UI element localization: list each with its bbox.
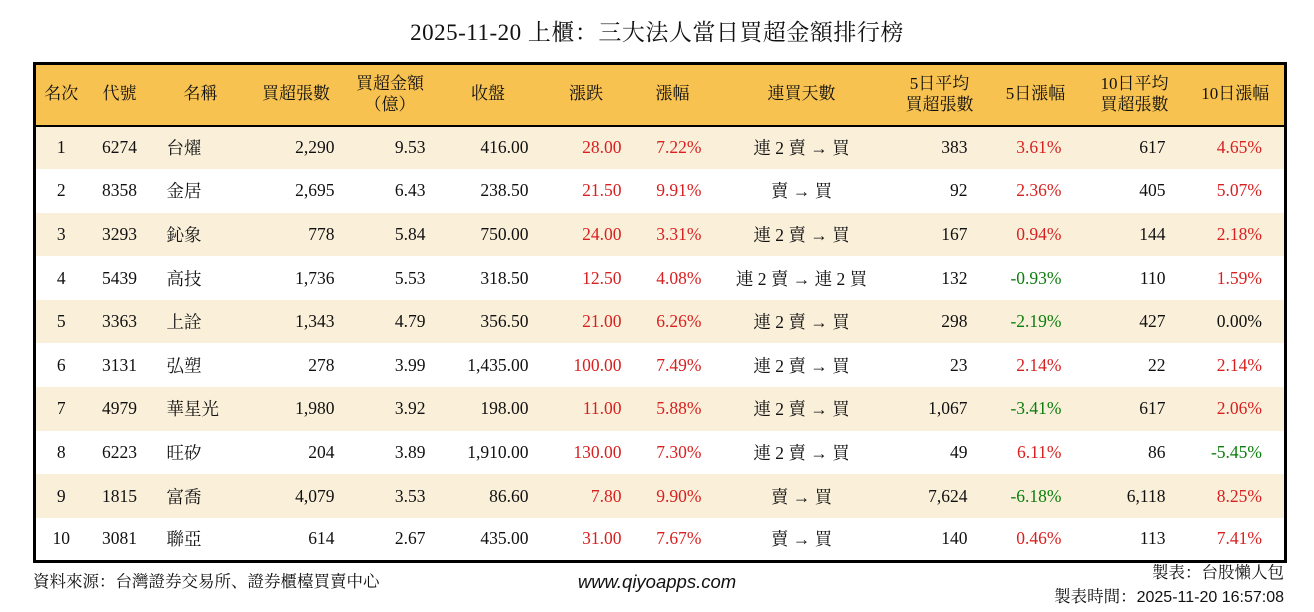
- cell-net-buy-volume: 278: [308, 354, 335, 375]
- cell-code: 5439: [102, 267, 137, 288]
- cell-change: 7.80: [590, 485, 622, 506]
- maker-note: 製表：台股懶人包: [1152, 563, 1284, 582]
- cell-net-buy-amount: 6.43: [394, 180, 426, 201]
- cell-change-pct: 7.22%: [656, 137, 702, 158]
- table-row: [35, 300, 1286, 344]
- cell-avg10-volume: 86: [1148, 441, 1166, 462]
- cell-rank: 9: [56, 485, 66, 506]
- cell-pct5: -2.19%: [1010, 311, 1062, 332]
- cell-streak: 賣 → 買: [770, 181, 833, 202]
- cell-change: 21.00: [582, 311, 622, 332]
- cell-net-buy-amount: 5.84: [394, 223, 426, 244]
- cell-rank: 5: [56, 311, 66, 332]
- cell-pct10: -5.45%: [1210, 441, 1262, 462]
- cell-net-buy-amount: 9.53: [394, 137, 426, 158]
- ranking-table: [33, 62, 1287, 563]
- cell-code: 3081: [102, 528, 137, 549]
- cell-change-pct: 3.31%: [656, 223, 702, 244]
- cell-streak: 賣 → 買: [770, 529, 833, 550]
- cell-pct5: -6.18%: [1010, 485, 1062, 506]
- cell-net-buy-volume: 1,343: [295, 311, 335, 332]
- cell-net-buy-volume: 1,980: [295, 398, 335, 419]
- cell-streak: 連 2 賣 → 買: [753, 312, 850, 333]
- column-header-pct5: 5日漲幅: [989, 64, 1083, 126]
- cell-net-buy-amount: 3.89: [394, 441, 426, 462]
- cell-avg10-volume: 427: [1139, 311, 1166, 332]
- cell-net-buy-amount: 3.53: [394, 485, 426, 506]
- cell-avg10-volume: 617: [1139, 137, 1166, 158]
- cell-change-pct: 4.08%: [656, 267, 702, 288]
- table-header: [35, 64, 1286, 126]
- cell-rank: 3: [56, 223, 66, 244]
- cell-net-buy-volume: 2,290: [295, 137, 335, 158]
- cell-net-buy-amount: 3.99: [394, 354, 426, 375]
- cell-change: 100.00: [573, 354, 622, 375]
- cell-streak: 連 2 賣 → 買: [753, 138, 850, 159]
- cell-close: 750.00: [480, 223, 529, 244]
- cell-change-pct: 7.67%: [656, 528, 702, 549]
- cell-close: 435.00: [480, 528, 529, 549]
- cell-pct10: 8.25%: [1216, 485, 1262, 506]
- cell-code: 6274: [102, 137, 137, 158]
- cell-streak: 連 2 賣 → 買: [753, 355, 850, 376]
- timestamp-note: [1054, 585, 1284, 609]
- cell-code: 3131: [102, 354, 137, 375]
- cell-close: 318.50: [480, 267, 529, 288]
- cell-avg10-volume: 6,118: [1126, 485, 1166, 506]
- page-title: 2025-11-20 上櫃：三大法人當日買超金額排行榜: [410, 20, 904, 45]
- cell-change: 11.00: [582, 398, 622, 419]
- cell-avg10-volume: 405: [1139, 180, 1166, 201]
- column-header-name: 名稱: [153, 64, 249, 126]
- cell-close: 86.60: [489, 485, 529, 506]
- data-source-note: 資料來源：台灣證券交易所、證券櫃檯買賣中心: [33, 572, 380, 591]
- table-row: [35, 343, 1286, 387]
- table-row: [35, 431, 1286, 475]
- cell-name: 上詮: [166, 312, 202, 333]
- timestamp-value: 2025-11-20 16:57:08: [1136, 588, 1284, 606]
- table-row: [35, 126, 1286, 170]
- cell-rank: 4: [56, 267, 66, 288]
- cell-change: 12.50: [582, 267, 622, 288]
- cell-pct5: 0.46%: [1016, 528, 1062, 549]
- cell-change: 31.00: [582, 528, 622, 549]
- column-header-code: 代號: [87, 64, 153, 126]
- cell-net-buy-volume: 204: [308, 441, 335, 462]
- cell-name: 台燿: [166, 138, 202, 159]
- cell-rank: 1: [56, 137, 66, 158]
- cell-name: 高技: [166, 268, 202, 289]
- cell-close: 198.00: [480, 398, 529, 419]
- table-row: [35, 474, 1286, 518]
- website-url: www.qiyoapps.com: [577, 571, 737, 592]
- cell-pct5: 0.94%: [1016, 223, 1062, 244]
- cell-code: 4979: [102, 398, 137, 419]
- cell-name: 聯亞: [166, 529, 202, 550]
- cell-avg10-volume: 144: [1139, 223, 1166, 244]
- cell-pct10: 5.07%: [1216, 180, 1262, 201]
- cell-close: 416.00: [480, 137, 529, 158]
- table-row: [35, 213, 1286, 257]
- cell-name: 旺矽: [166, 442, 202, 463]
- cell-close: 356.50: [480, 311, 529, 332]
- cell-close: 1,435.00: [467, 354, 529, 375]
- cell-pct10: 4.65%: [1216, 137, 1262, 158]
- cell-pct5: 2.14%: [1016, 354, 1062, 375]
- cell-pct5: -0.93%: [1010, 267, 1062, 288]
- cell-avg5-volume: 49: [950, 441, 968, 462]
- cell-avg5-volume: 132: [941, 267, 968, 288]
- cell-streak: 賣 → 買: [770, 486, 833, 507]
- cell-pct5: -3.41%: [1010, 398, 1062, 419]
- cell-avg5-volume: 298: [941, 311, 968, 332]
- table-row: [35, 387, 1286, 431]
- cell-change-pct: 5.88%: [656, 398, 702, 419]
- cell-change-pct: 7.49%: [656, 354, 702, 375]
- cell-pct5: 6.11%: [1016, 441, 1062, 462]
- column-header-avg5-volume: 5日平均 買超張數: [891, 64, 989, 126]
- column-header-pct10: 10日漲幅: [1187, 64, 1286, 126]
- cell-avg5-volume: 383: [941, 137, 968, 158]
- column-header-rank: 名次: [35, 64, 87, 126]
- cell-rank: 2: [56, 180, 66, 201]
- cell-avg5-volume: 92: [950, 180, 968, 201]
- cell-rank: 8: [56, 441, 66, 462]
- cell-name: 金居: [166, 181, 202, 202]
- cell-name: 富喬: [166, 486, 202, 507]
- cell-change-pct: 7.30%: [656, 441, 702, 462]
- cell-avg5-volume: 140: [941, 528, 968, 549]
- cell-pct10: 2.14%: [1216, 354, 1262, 375]
- column-header-net-buy-volume: 買超張數: [249, 64, 344, 126]
- cell-change: 28.00: [582, 137, 622, 158]
- cell-change-pct: 9.90%: [656, 485, 702, 506]
- cell-net-buy-amount: 5.53: [394, 267, 426, 288]
- cell-avg5-volume: 167: [941, 223, 968, 244]
- cell-change: 24.00: [582, 223, 622, 244]
- cell-change: 21.50: [582, 180, 622, 201]
- cell-name: 弘塑: [166, 355, 202, 376]
- cell-close: 1,910.00: [467, 441, 529, 462]
- cell-avg5-volume: 23: [950, 354, 968, 375]
- cell-name: 華星光: [166, 399, 219, 420]
- table-body: [35, 126, 1286, 562]
- cell-net-buy-volume: 1,736: [295, 267, 335, 288]
- cell-streak: 連 2 賣 → 連 2 買: [735, 268, 868, 289]
- cell-pct5: 2.36%: [1016, 180, 1062, 201]
- cell-avg10-volume: 110: [1139, 267, 1166, 288]
- cell-net-buy-amount: 3.92: [394, 398, 426, 419]
- cell-avg5-volume: 1,067: [928, 398, 968, 419]
- cell-rank: 10: [52, 528, 70, 549]
- cell-code: 1815: [102, 485, 137, 506]
- cell-code: 3363: [102, 311, 137, 332]
- cell-change: 130.00: [573, 441, 622, 462]
- cell-pct10: 2.18%: [1216, 223, 1262, 244]
- table-row: [35, 256, 1286, 300]
- table-row: [35, 518, 1286, 562]
- cell-net-buy-volume: 614: [308, 528, 335, 549]
- cell-pct10: 2.06%: [1216, 398, 1262, 419]
- cell-net-buy-amount: 2.67: [394, 528, 426, 549]
- column-header-change: 漲跌: [540, 64, 633, 126]
- cell-change-pct: 9.91%: [656, 180, 702, 201]
- cell-streak: 連 2 賣 → 買: [753, 399, 850, 420]
- cell-avg10-volume: 617: [1139, 398, 1166, 419]
- cell-net-buy-volume: 2,695: [295, 180, 335, 201]
- cell-avg5-volume: 7,624: [928, 485, 968, 506]
- footer-credits: [1054, 561, 1284, 609]
- cell-avg10-volume: 113: [1139, 528, 1166, 549]
- cell-pct5: 3.61%: [1016, 137, 1062, 158]
- cell-streak: 連 2 賣 → 買: [753, 224, 850, 245]
- cell-name: 鈊象: [166, 224, 202, 245]
- column-header-net-buy-amount: 買超金額 （億）: [344, 64, 437, 126]
- cell-change-pct: 6.26%: [656, 311, 702, 332]
- cell-code: 3293: [102, 223, 137, 244]
- cell-net-buy-volume: 778: [308, 223, 335, 244]
- cell-code: 8358: [102, 180, 137, 201]
- cell-streak: 連 2 賣 → 買: [753, 442, 850, 463]
- column-header-change-pct: 漲幅: [633, 64, 713, 126]
- cell-net-buy-amount: 4.79: [394, 311, 426, 332]
- cell-code: 6223: [102, 441, 137, 462]
- column-header-avg10-volume: 10日平均 買超張數: [1083, 64, 1187, 126]
- timestamp-label: 製表時間：: [1054, 586, 1137, 606]
- cell-pct10: 7.41%: [1216, 528, 1262, 549]
- table-row: [35, 169, 1286, 213]
- cell-pct10: 1.59%: [1216, 267, 1262, 288]
- cell-rank: 6: [56, 354, 66, 375]
- cell-net-buy-volume: 4,079: [295, 485, 335, 506]
- column-header-close: 收盤: [437, 64, 540, 126]
- cell-rank: 7: [56, 398, 66, 419]
- cell-pct10: 0.00%: [1216, 311, 1262, 332]
- header-row: [35, 64, 1286, 126]
- cell-close: 238.50: [480, 180, 529, 201]
- column-header-streak: 連買天數: [713, 64, 891, 126]
- cell-avg10-volume: 22: [1148, 354, 1166, 375]
